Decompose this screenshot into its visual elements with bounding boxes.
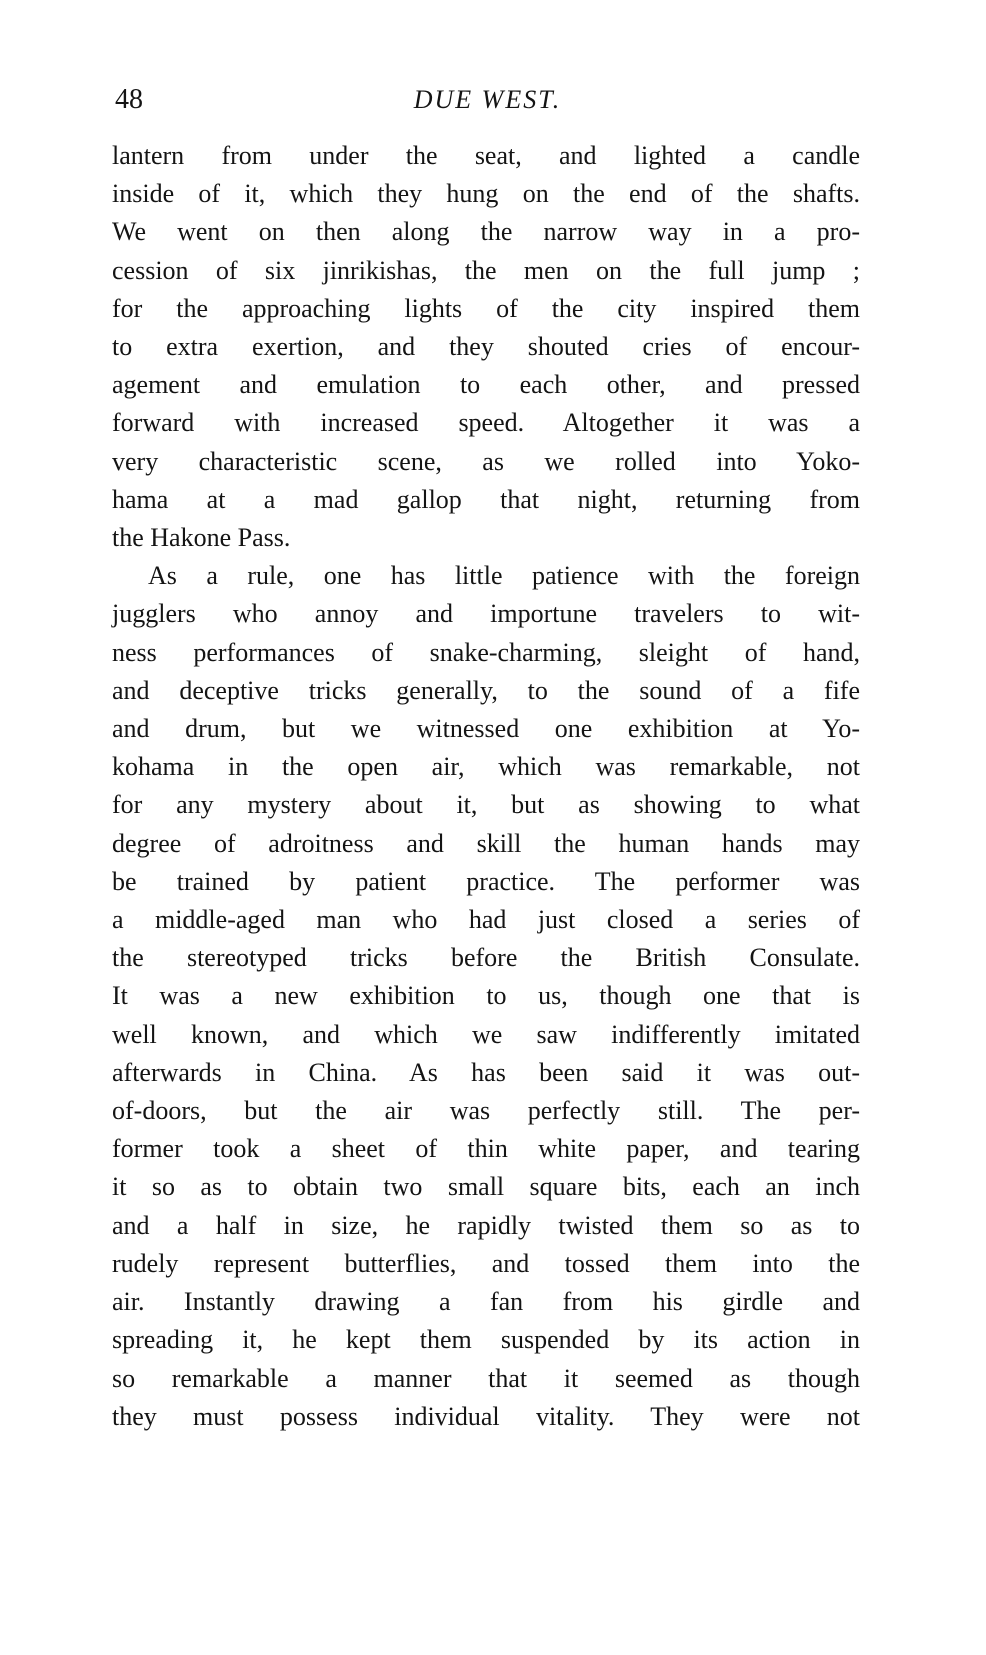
text-line: hama at a mad gallop that night, returning from bbox=[112, 484, 860, 514]
text-line: of-doors, but the air was perfectly still. The per- bbox=[112, 1096, 860, 1126]
text-line: the stereotyped tricks before the British Consulate. bbox=[112, 943, 860, 973]
text-line: As a rule, one has little patience with the foreign bbox=[148, 561, 860, 591]
text-line: and a half in size, he rapidly twisted them so as to bbox=[112, 1210, 860, 1240]
text-line: for any mystery about it, but as showing to what bbox=[112, 790, 860, 820]
text-line: to extra exertion, and they shouted cries of encour- bbox=[112, 332, 860, 362]
text-line: jugglers who annoy and importune travelers to wit- bbox=[112, 599, 860, 629]
text-line: the Hakone Pass. bbox=[112, 523, 291, 553]
text-line: cession of six jinrikishas, the men on the full jump ; bbox=[112, 255, 860, 285]
running-title: DUE WEST. bbox=[413, 85, 562, 114]
text-line: kohama in the open air, which was remarkable, not bbox=[112, 752, 860, 782]
text-line: ness performances of snake-charming, sleight of hand, bbox=[112, 637, 860, 667]
text-line: very characteristic scene, as we rolled into Yoko- bbox=[112, 446, 860, 476]
text-line: inside of it, which they hung on the end of the shafts. bbox=[112, 179, 860, 209]
text-line: former took a sheet of thin white paper, and tearing bbox=[112, 1134, 860, 1164]
text-line: air. Instantly drawing a fan from his girdle and bbox=[112, 1287, 860, 1317]
text-line: afterwards in China. As has been said it was out- bbox=[112, 1057, 860, 1087]
text-line: forward with increased speed. Altogether it was a bbox=[112, 408, 860, 438]
text-line: degree of adroitness and skill the human hands may bbox=[112, 828, 860, 858]
text-line: and deceptive tricks generally, to the sound of a fife bbox=[112, 675, 860, 705]
text-line: rudely represent butterflies, and tossed them into the bbox=[112, 1248, 860, 1278]
text-line: they must possess individual vitality. They were not bbox=[112, 1401, 860, 1431]
text-line: for the approaching lights of the city inspired them bbox=[112, 293, 860, 323]
body-text bbox=[112, 137, 860, 1436]
text-line: agement and emulation to each other, and pressed bbox=[112, 370, 860, 400]
text-line: it so as to obtain two small square bits, each an inch bbox=[112, 1172, 860, 1202]
text-line: spreading it, he kept them suspended by its action in bbox=[112, 1325, 860, 1355]
paragraph bbox=[112, 557, 860, 1436]
text-line: and drum, but we witnessed one exhibition at Yo- bbox=[112, 714, 860, 744]
text-line: a middle-aged man who had just closed a series of bbox=[112, 905, 860, 935]
text-line: It was a new exhibition to us, though one that is bbox=[112, 981, 860, 1011]
text-line: well known, and which we saw indifferently imitated bbox=[112, 1019, 860, 1049]
text-line: lantern from under the seat, and lighted a candle bbox=[112, 141, 860, 170]
text-line: be trained by patient practice. The performer was bbox=[112, 866, 860, 896]
page-header bbox=[115, 78, 860, 122]
text-line: so remarkable a manner that it seemed as though bbox=[112, 1363, 860, 1393]
paragraph bbox=[112, 137, 860, 557]
text-line: We went on then along the narrow way in a pro- bbox=[112, 217, 860, 247]
page-number: 48 bbox=[115, 84, 143, 115]
